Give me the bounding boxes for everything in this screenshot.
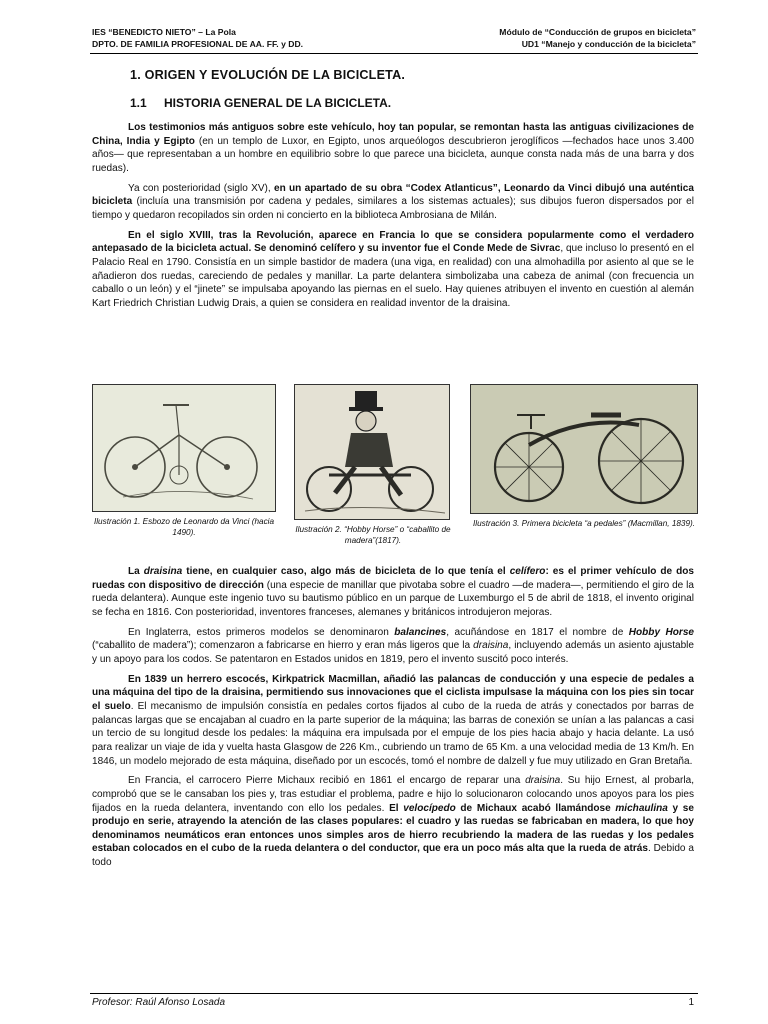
footer-author: Profesor: Raúl Afonso Losada	[92, 997, 226, 1008]
macmillan-bicycle-image	[470, 384, 698, 514]
text-run: (incluía una transmisión por cadena y pedales, similares a los sistemas actuales); sus dibujos fueron dispersados por el tiempo y quedaron recopilados sin orden ni concierto en la biblioteca Ambrosiana de Milán.	[92, 196, 694, 221]
text-run: draisina	[473, 640, 509, 652]
header-unit: UD1 “Manejo y conducción de la bicicleta”	[521, 39, 696, 49]
section-title: 1. ORIGEN Y EVOLUCIÓN DE LA BICICLETA.	[130, 68, 406, 82]
text-run: (una especie de manillar que pivotaba sobre el cuadro —de madera—, permitiendo el giro de la rueda delantera). Aunque este ingenio tuvo su bautismo público en un parque de Luxemburgo el 5 de abril de 1818, el invento original se fecha en 1816. Con posterioridad, inventores franceses, alemanes y británicos introdujeron mejoras.	[92, 579, 694, 618]
paragraph	[92, 673, 694, 769]
header-module: Módulo de “Conducción de grupos en bicicleta”	[499, 27, 696, 37]
figure-leonardo	[92, 384, 276, 538]
paragraph	[92, 182, 694, 223]
text-run: El	[389, 802, 404, 814]
text-run: Hobby Horse	[628, 626, 695, 638]
text-run: Los testimonios más antiguos sobre este vehículo, hoy tan popular, se remontan hasta las antiguas civilizaciones de China, India y Egipto	[92, 122, 694, 147]
header-left	[92, 26, 303, 50]
text-run: en un apartado de su obra “Codex Atlanticus”, Leonardo da Vinci dibujó una auténtica bicicleta	[92, 182, 694, 208]
paragraph	[92, 774, 694, 870]
text-run: Ya con posterioridad (siglo XV),	[128, 182, 274, 194]
header-school: IES “BENEDICTO NIETO” – La Pola	[92, 27, 236, 37]
text-run: . Su hijo Ernest, al probarla, comprobó que se le cansaban los pies y, tras estudiar el problema, padre e hijo lo solucionaron colocando unos apoyos para los pies fijados en la rueda delantera, inventando con ello los pedales.	[92, 775, 694, 814]
subsection-heading: HISTORIA GENERAL DE LA BICICLETA.	[164, 96, 392, 110]
header-department: DPTO. DE FAMILIA PROFESIONAL DE AA. FF. y DD.	[92, 39, 304, 49]
text-run: draisina	[525, 775, 561, 787]
figure-1-caption: Ilustración 1. Esbozo de Leonardo da Vinci (hacia 1490).	[93, 517, 275, 537]
figure-macmillan	[470, 384, 698, 529]
paragraph	[92, 229, 694, 311]
header-right	[499, 26, 696, 50]
text-run: En el siglo XVIII, tras la Revolución, aparece en Francia lo que se considera popularmente como el verdadero antepasado de la bicicleta actual. Se denominó celífero y su inventor fue el Conde Mede de Sivrac	[92, 229, 694, 255]
figure-3-caption: Ilustración 3. Primera bicicleta “a pedales” (Macmillan, 1839).	[472, 519, 696, 528]
text-run: celífero	[509, 566, 546, 577]
text-run: En Inglaterra, estos primeros modelos se denominaron	[128, 626, 395, 638]
text-run: La	[128, 566, 144, 577]
text-run: michaulina	[615, 802, 668, 814]
text-run: , incluyendo además un asiento ajustable y un apoyo para los codos. Se patentaron en Estados unidos en 1819, pero el invento suscitó poco interés.	[92, 640, 694, 665]
text-run: : es el primer vehículo de dos ruedas con dispositivo de dirección	[92, 566, 694, 591]
text-run: (en un templo de Luxor, en Egipto, unos arqueólogos descubrieron jeroglíficos —fechados hace unos 3.400 años— que representaban a un hombre en equilibrio sobre lo que parece una bicicleta, aunque consta nada más de una barra y dos ruedas).	[92, 135, 694, 174]
subsection-number: 1.1	[130, 96, 147, 110]
text-run: En Francia, el carrocero Pierre Michaux recibió en 1861 el encargo de reparar una	[128, 775, 526, 787]
figure-row	[90, 384, 696, 554]
leonardo-sketch-image	[92, 384, 276, 512]
text-run: (“caballito de madera”); comenzaron a fabricarse en hierro y eran más ligeros que la	[92, 640, 474, 652]
text-run: y se produjo en serie, atrayendo la atención de las clases populares: el cuadro y las ruedas se fabricaban en madera, lo que hoy denominamos neumáticos eran entonces unos simples aros de hierro recubriendo la madera de las ruedas y los pedales estaban colocados en el cubo de la rueda delantera o del conductor, que era un poco más alta que la rueda de atrás	[92, 802, 694, 855]
text-run: . Debido a todo	[92, 843, 694, 869]
page-footer	[92, 997, 694, 1008]
text-run: . El mecanismo de impulsión consistía en pedales cortos fijados al cubo de la rueda de atrás y conectados por barras de palancas largas que se encajaban al cuadro en la parte superior de la máquina; las barras de conexión se unían a las palancas a casi un tercio de su longitud desde los pedales: la máquina era impulsada por el empuje de los pies hacia abajo y hacia delante. La usó para realizar un viaje de ida y vuelta hasta Glasgow de 226 Km., cubriendo un tramo de 65 Km. a una velocidad media de 13 Km/h. En 1846, un modelo mejorado de esta máquina, diseñado por un escocés, tomó el nombre de dalzell y fue muy utilizado en Gran Bretaña.	[92, 700, 694, 767]
text-run: balancines	[394, 626, 447, 638]
text-run: de Michaux acabó llamándose	[455, 802, 616, 814]
subsection-title	[130, 96, 391, 110]
paragraph	[92, 121, 694, 176]
body-text-bottom	[92, 565, 694, 876]
page-number: 1	[688, 997, 694, 1008]
hobby-horse-image	[294, 384, 450, 520]
text-run: velocípedo	[403, 802, 456, 814]
paragraph	[92, 626, 694, 667]
figure-hobby-horse	[294, 384, 452, 546]
body-text-top	[92, 121, 694, 317]
text-run: En 1839 un herrero escocés, Kirkpatrick Macmillan, añadió las palancas de conducción y una especie de pedales a una máquina del tipo de la draisina, permitiendo sus innovaciones que el ciclista impulsase la máquina con los pies sin tocar el suelo	[92, 673, 694, 712]
text-run: , que incluso lo presentó en el Palacio Real en 1790. Consistía en un simple bastidor de madera (una viga, en realidad) con una almohadilla por asiento al que se le añadieron dos ruedas, careciendo de pedales y manillar. La parte delantera simbolizaba una cabeza de animal (con frecuencia un caballo o un león) y el “jinete” se impulsaba apoyando las piernas en el suelo. Hay quienes atribuyen el invento en cuestión al alemán Kart Friedrich Christian Ludwig Drais, a quien se considera en realidad inventor de la draisina.	[92, 243, 694, 309]
figure-2-caption: Ilustración 2. “Hobby Horse” o “caballito de madera”(1817).	[295, 525, 451, 545]
text-run: draisina	[143, 566, 183, 577]
paragraph	[92, 565, 694, 620]
text-run: , acuñándose en 1817 el nombre de	[446, 626, 629, 638]
text-run: tiene, en cualquier caso, algo más de bicicleta de lo que tenía el	[182, 566, 510, 577]
header-divider	[90, 53, 698, 54]
footer-divider	[90, 993, 698, 994]
